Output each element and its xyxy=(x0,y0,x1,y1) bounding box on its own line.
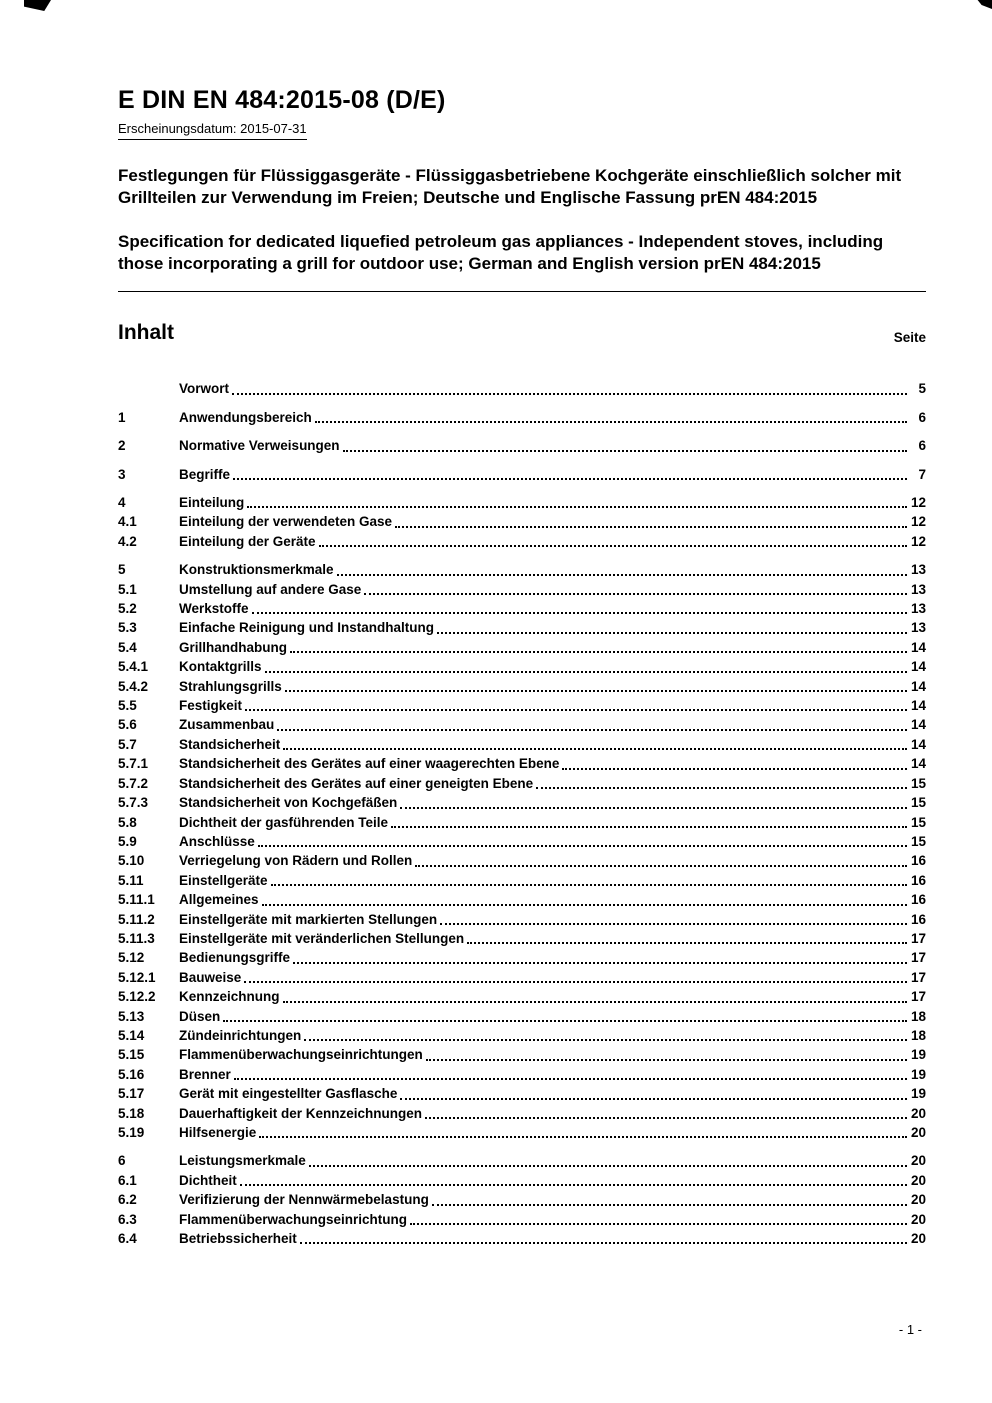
toc-entry xyxy=(118,1229,926,1248)
toc-entry-number: 5.5 xyxy=(118,698,137,714)
toc-entry-title: Leistungsmerkmale xyxy=(179,1153,306,1169)
toc-entry xyxy=(118,1104,926,1123)
toc-entry xyxy=(118,1171,926,1190)
toc-entry-page: 20 xyxy=(910,1105,926,1121)
toc-leader-dots xyxy=(259,1123,907,1138)
toc-entry xyxy=(118,774,926,793)
toc-entry-title: Dauerhaftigkeit der Kennzeichnungen xyxy=(179,1105,423,1121)
toc-entry-title: Anschlüsse xyxy=(179,833,255,849)
toc-entry-page: 14 xyxy=(910,659,926,675)
toc-leader-dots xyxy=(258,832,907,847)
toc-entry-page: 19 xyxy=(910,1066,926,1082)
toc-entry-title: Einfache Reinigung und Instandhaltung xyxy=(179,620,434,636)
publish-date-row xyxy=(118,115,926,140)
toc-entry-title: Einstellgeräte mit veränderlichen Stellungen xyxy=(179,930,465,946)
toc-entry-number: 5.10 xyxy=(118,853,145,869)
toc-entry-page: 15 xyxy=(910,795,926,811)
toc-entry-number: 5.11 xyxy=(118,872,144,888)
toc-entry xyxy=(118,580,926,599)
toc-leader-dots xyxy=(290,638,907,653)
page-number-footer: - 1 - xyxy=(898,1322,922,1337)
toc-entry-title: Zusammenbau xyxy=(179,717,275,733)
toc-entry-page: 12 xyxy=(910,514,926,530)
scan-corner-mark-left xyxy=(24,0,51,11)
toc-entry-page: 15 xyxy=(910,775,926,791)
toc-entry-number: 6 xyxy=(118,1153,126,1169)
toc-entry-number: 5.15 xyxy=(118,1047,145,1063)
toc-entry xyxy=(118,813,926,832)
toc-entry xyxy=(118,871,926,890)
toc-entry xyxy=(118,987,926,1006)
toc-leader-dots xyxy=(319,532,907,547)
toc-leader-dots xyxy=(223,1007,907,1022)
toc-entry-page: 6 xyxy=(918,438,926,454)
toc-entry-title: Einstellgeräte mit markierten Stellungen xyxy=(179,911,438,927)
toc-entry xyxy=(118,735,926,754)
toc-entry-title: Bedienungsgriffe xyxy=(179,950,291,966)
toc-leader-dots xyxy=(440,910,907,925)
toc-leader-dots xyxy=(432,1190,907,1205)
toc-entry xyxy=(118,677,926,696)
toc-entry xyxy=(118,793,926,812)
document-page xyxy=(118,0,926,1248)
toc-leader-dots xyxy=(426,1045,907,1060)
toc-entry-number: 5.9 xyxy=(118,833,137,849)
toc-entry xyxy=(118,560,926,579)
toc-entry-number: 6.4 xyxy=(118,1231,137,1247)
toc-entry-title: Strahlungsgrills xyxy=(179,678,282,694)
toc-leader-dots xyxy=(265,657,907,672)
toc-entry-number: 3 xyxy=(118,466,126,482)
toc-entry-number: 5.8 xyxy=(118,814,137,830)
toc-entry-number: 5 xyxy=(118,562,126,578)
toc-entry-title: Brenner xyxy=(179,1066,231,1082)
toc-leader-dots xyxy=(391,813,907,828)
toc-entry xyxy=(118,493,926,512)
toc-leader-dots xyxy=(285,677,907,692)
toc-entry xyxy=(118,599,926,618)
toc-entry-title: Normative Verweisungen xyxy=(179,438,340,454)
toc-leader-dots xyxy=(262,890,907,905)
toc-leader-dots xyxy=(410,1210,907,1225)
toc-leader-dots xyxy=(315,408,907,423)
toc-entry-page: 16 xyxy=(910,911,926,927)
toc-entry-title: Standsicherheit des Gerätes auf einer waagerechten Ebene xyxy=(179,756,560,772)
toc-entry-page: 14 xyxy=(910,678,926,694)
toc-entry-number: 5.18 xyxy=(118,1105,145,1121)
toc-entry-number: 5.11.2 xyxy=(118,911,155,927)
toc-entry xyxy=(118,1007,926,1026)
toc-entry-title: Konstruktionsmerkmale xyxy=(179,562,334,578)
toc-entry-title: Zündeinrichtungen xyxy=(179,1027,302,1043)
toc-entry-number: 5.7.2 xyxy=(118,775,149,791)
title-english: Specification for dedicated liquefied petroleum gas appliances - Independent stoves, including those incorporating a grill for outdoor use; German and English version prEN 484:2015 xyxy=(118,232,884,274)
toc-entry xyxy=(118,618,926,637)
toc-entry-number: 5.11.1 xyxy=(118,892,155,908)
toc-leader-dots xyxy=(245,696,907,711)
toc-entry-page: 16 xyxy=(910,872,926,888)
toc-entry-number: 6.1 xyxy=(118,1172,137,1188)
toc-entry-page: 13 xyxy=(910,620,926,636)
toc-entry-page: 5 xyxy=(918,381,926,397)
toc-leader-dots xyxy=(536,774,907,789)
toc-entry-page: 14 xyxy=(910,717,926,733)
toc-entry xyxy=(118,1151,926,1170)
toc-entry-page: 13 xyxy=(910,562,926,578)
toc-entry-page: 17 xyxy=(910,989,926,1005)
toc-entry-title: Allgemeines xyxy=(179,892,259,908)
scan-corner-mark-right xyxy=(976,0,992,9)
toc-leader-dots xyxy=(467,929,907,944)
toc-entry xyxy=(118,1210,926,1229)
toc-entry-title: Flammenüberwachungseinrichtung xyxy=(179,1211,408,1227)
toc-entry-title: Hilfsenergie xyxy=(179,1125,257,1140)
toc-heading: Inhalt xyxy=(118,321,174,345)
toc-leader-dots xyxy=(244,968,907,983)
toc-leader-dots xyxy=(277,715,907,730)
toc-entry-number: 4.2 xyxy=(118,533,137,549)
toc-entry-page: 20 xyxy=(910,1125,926,1140)
toc-entry-number: 5.4.2 xyxy=(118,678,149,694)
toc-entry xyxy=(118,696,926,715)
toc-entry-title: Begriffe xyxy=(179,466,231,482)
toc-entry-page: 20 xyxy=(910,1153,926,1169)
toc-entry xyxy=(118,465,926,484)
toc-leader-dots xyxy=(562,754,907,769)
toc-entry-title: Flammenüberwachungseinrichtungen xyxy=(179,1047,423,1063)
toc-entry-number: 5.14 xyxy=(118,1027,145,1043)
toc-leader-dots xyxy=(437,618,907,633)
toc-header xyxy=(118,321,926,345)
toc-entry-number: 2 xyxy=(118,438,126,454)
toc-entry xyxy=(118,1084,926,1103)
toc-entry-page: 17 xyxy=(910,930,926,946)
toc-entry-number: 5.11.3 xyxy=(118,930,155,946)
toc-entry-title: Anwendungsbereich xyxy=(179,409,312,425)
toc-entry-page: 20 xyxy=(910,1172,926,1188)
toc-entry-page: 14 xyxy=(910,698,926,714)
toc-entry-title: Dichtheit xyxy=(179,1172,237,1188)
toc-entry-number: 5.7.3 xyxy=(118,795,149,811)
toc-leader-dots xyxy=(283,987,908,1002)
toc-entry-number: 5.7 xyxy=(118,736,137,752)
toc-entry-title: Kennzeichnung xyxy=(179,989,280,1005)
toc-entry xyxy=(118,948,926,967)
toc-entry-title: Werkstoffe xyxy=(179,601,249,617)
toc-entry-title: Standsicherheit des Gerätes auf einer geneigten Ebene xyxy=(179,775,534,791)
toc-entry-page: 20 xyxy=(910,1231,926,1247)
toc-entry-page: 17 xyxy=(910,950,926,966)
toc-list xyxy=(118,379,926,1248)
toc-page-column-label: Seite xyxy=(893,330,926,346)
toc-entry xyxy=(118,1026,926,1045)
toc-leader-dots xyxy=(247,493,907,508)
toc-entry xyxy=(118,715,926,734)
toc-entry-number: 5.4.1 xyxy=(118,659,149,675)
toc-entry-page: 14 xyxy=(910,736,926,752)
toc-entry-title: Standsicherheit von Kochgefäßen xyxy=(179,795,398,811)
toc-entry xyxy=(118,851,926,870)
toc-entry-number: 5.7.1 xyxy=(118,756,149,772)
toc-entry-title: Vorwort xyxy=(179,381,229,397)
toc-entry-title: Einteilung der verwendeten Gase xyxy=(179,514,393,530)
toc-leader-dots xyxy=(415,851,907,866)
toc-leader-dots xyxy=(400,793,907,808)
toc-entry-page: 16 xyxy=(910,853,926,869)
toc-entry-page: 19 xyxy=(910,1086,926,1102)
toc-leader-dots xyxy=(240,1171,907,1186)
toc-leader-dots xyxy=(271,871,907,886)
doc-number-title: E DIN EN 484:2015-08 (D/E) xyxy=(118,86,446,114)
toc-leader-dots xyxy=(252,599,907,614)
toc-entry-number: 6.2 xyxy=(118,1192,137,1208)
toc-entry xyxy=(118,512,926,531)
toc-entry-number: 1 xyxy=(118,409,126,425)
toc-entry-title: Kontaktgrills xyxy=(179,659,262,675)
toc-entry xyxy=(118,754,926,773)
toc-entry-number: 5.19 xyxy=(118,1125,145,1140)
toc-entry-page: 18 xyxy=(910,1008,926,1024)
toc-entry-page: 14 xyxy=(910,756,926,772)
toc-entry-title: Einteilung xyxy=(179,495,245,510)
toc-entry xyxy=(118,1045,926,1064)
toc-entry-page: 15 xyxy=(910,833,926,849)
header-divider xyxy=(118,291,926,292)
toc-entry xyxy=(118,968,926,987)
toc-entry-title: Verriegelung von Rädern und Rollen xyxy=(179,853,413,869)
toc-entry xyxy=(118,929,926,948)
toc-entry-page: 16 xyxy=(910,892,926,908)
title-german: Festlegungen für Flüssiggasgeräte - Flüssiggasbetriebene Kochgeräte einschließlich solcher mit Grillteilen zur Verwendung im Freien; Deutsche und Englische Fassung prEN 484:2015 xyxy=(118,166,902,208)
toc-leader-dots xyxy=(304,1026,907,1041)
toc-entry-number: 5.13 xyxy=(118,1008,145,1024)
toc-entry-page: 15 xyxy=(910,814,926,830)
toc-entry-title: Standsicherheit xyxy=(179,736,281,752)
toc-entry-title: Grillhandhabung xyxy=(179,639,287,655)
toc-entry-title: Festigkeit xyxy=(179,698,243,714)
toc-entry-number: 5.12.2 xyxy=(118,989,156,1005)
toc-entry xyxy=(118,1065,926,1084)
toc-entry-number: 6.3 xyxy=(118,1211,137,1227)
toc-leader-dots xyxy=(425,1104,907,1119)
toc-entry xyxy=(118,1190,926,1209)
toc-entry-number: 5.12 xyxy=(118,950,145,966)
toc-entry-page: 6 xyxy=(918,409,926,425)
toc-entry-title: Bauweise xyxy=(179,969,242,985)
toc-entry xyxy=(118,657,926,676)
toc-entry-number xyxy=(118,379,179,398)
toc-entry-title: Verifizierung der Nennwärmebelastung xyxy=(179,1192,429,1208)
toc-entry-title: Düsen xyxy=(179,1008,221,1024)
toc-entry xyxy=(118,436,926,455)
toc-entry xyxy=(118,638,926,657)
toc-leader-dots xyxy=(395,512,907,527)
toc-entry-page: 20 xyxy=(910,1211,926,1227)
toc-entry-number: 5.1 xyxy=(118,581,137,597)
toc-entry-number: 5.17 xyxy=(118,1086,145,1102)
toc-entry-page: 18 xyxy=(910,1027,926,1043)
toc-entry xyxy=(118,832,926,851)
toc-entry-page: 19 xyxy=(910,1047,926,1063)
toc-entry-title: Einstellgeräte xyxy=(179,872,268,888)
toc-entry-page: 14 xyxy=(910,639,926,655)
toc-entry xyxy=(118,890,926,909)
toc-entry-page: 12 xyxy=(910,495,926,510)
toc-leader-dots xyxy=(293,948,907,963)
toc-entry-page: 7 xyxy=(918,466,926,482)
toc-entry-page: 13 xyxy=(910,601,926,617)
toc-entry-number: 5.16 xyxy=(118,1066,145,1082)
publish-date: Erscheinungsdatum: 2015-07-31 xyxy=(118,121,307,140)
toc-entry-number: 5.6 xyxy=(118,717,137,733)
toc-entry-page: 20 xyxy=(910,1192,926,1208)
toc-leader-dots xyxy=(300,1229,907,1244)
toc-entry-number: 4 xyxy=(118,495,126,510)
toc-leader-dots xyxy=(309,1151,907,1166)
toc-entry-number: 5.2 xyxy=(118,601,137,617)
toc-leader-dots xyxy=(232,379,907,394)
toc-entry-number: 5.12.1 xyxy=(118,969,156,985)
toc-leader-dots xyxy=(364,580,907,595)
toc-entry-title: Dichtheit der gasführenden Teile xyxy=(179,814,389,830)
toc-entry-page: 13 xyxy=(910,581,926,597)
toc-entry xyxy=(118,910,926,929)
toc-entry-title: Betriebssicherheit xyxy=(179,1231,297,1247)
toc-entry-page: 12 xyxy=(910,533,926,549)
toc-entry-number: 5.4 xyxy=(118,639,137,655)
toc-leader-dots xyxy=(343,436,907,451)
toc-entry xyxy=(118,408,926,427)
toc-leader-dots xyxy=(233,465,907,480)
toc-entry-title: Einteilung der Geräte xyxy=(179,533,316,549)
toc-entry xyxy=(118,532,926,551)
toc-leader-dots xyxy=(400,1084,907,1099)
toc-leader-dots xyxy=(283,735,907,750)
toc-entry-number: 4.1 xyxy=(118,514,137,530)
toc-entry-page: 17 xyxy=(910,969,926,985)
toc-leader-dots xyxy=(234,1065,907,1080)
toc-entry-title: Umstellung auf andere Gase xyxy=(179,581,362,597)
toc-entry xyxy=(118,379,926,398)
toc-entry-number: 5.3 xyxy=(118,620,137,636)
toc-entry-title: Gerät mit eingestellter Gasflasche xyxy=(179,1086,398,1102)
toc-leader-dots xyxy=(337,560,907,575)
toc-entry xyxy=(118,1123,926,1142)
